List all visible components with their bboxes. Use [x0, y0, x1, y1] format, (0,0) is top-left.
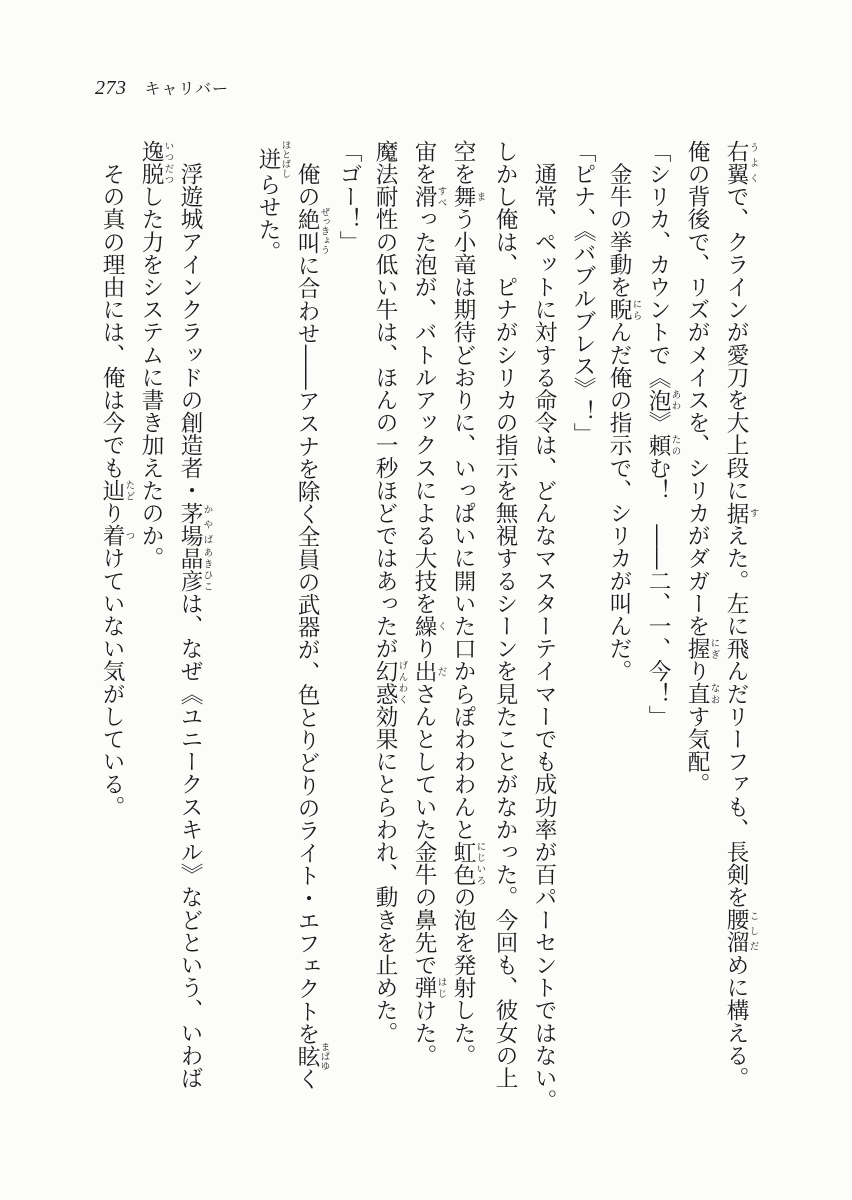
- ruby-reading: まばゆ: [318, 1042, 330, 1071]
- text-column: [641, 140, 680, 1130]
- text-run: えた。左に飛んだリーファも、長剣を: [723, 524, 749, 909]
- ruby-reading: ま: [474, 185, 486, 208]
- text-run: らせた。: [255, 172, 281, 264]
- ruby-word: [645, 388, 681, 412]
- ruby-word: [411, 185, 447, 208]
- ruby-word: [138, 140, 174, 186]
- text-run: 空を: [450, 140, 476, 186]
- ruby-reading: たの: [669, 433, 681, 457]
- ruby-reading: だ: [435, 659, 447, 683]
- ruby-base: 舞: [450, 185, 476, 208]
- ruby-reading: たど: [123, 479, 135, 502]
- ruby-reading: にぎ: [708, 637, 720, 660]
- ruby-base: 直: [684, 682, 710, 706]
- ruby-base: 弾: [411, 976, 437, 999]
- ruby-base: 迸: [255, 140, 281, 178]
- ruby-reading: すべ: [435, 185, 447, 208]
- ruby-base: 絶叫: [294, 207, 320, 255]
- ruby-word: [99, 479, 135, 502]
- text-run: 「シリカ、カウントで《: [645, 140, 671, 389]
- text-column: [524, 140, 563, 1130]
- text-run: 金牛の挙動を: [606, 140, 632, 299]
- ruby-reading: あきひこ: [201, 546, 213, 592]
- text-column: [329, 140, 368, 1130]
- ruby-word: [177, 501, 213, 547]
- text-run: す気配。: [684, 705, 710, 796]
- text-run: 「ピナ、《バブルブレス》！」: [570, 140, 596, 446]
- text-run: った泡が、バトルアックスによる大技を: [411, 207, 437, 615]
- ruby-base: 握: [684, 637, 710, 660]
- ruby-reading: いつだつ: [162, 140, 174, 186]
- text-run: 》: [645, 411, 671, 434]
- text-column: [290, 140, 329, 1130]
- text-run: 浮遊城アインクラッドの創造者・: [177, 140, 203, 502]
- vertical-text-body: [95, 140, 758, 1130]
- text-run: 俺の: [294, 140, 320, 208]
- text-run: う小竜は期待どおりに、いっぱいに開いた口からぽわわわんと: [450, 207, 476, 841]
- ruby-base: 頼: [645, 433, 671, 457]
- text-run: り: [99, 501, 125, 525]
- ruby-word: [294, 1042, 330, 1071]
- ruby-word: [723, 501, 759, 525]
- ruby-reading: つ: [123, 524, 135, 547]
- text-column: [251, 140, 290, 1130]
- text-column: [446, 140, 485, 1130]
- text-column: [719, 140, 758, 1130]
- text-column: [368, 140, 407, 1130]
- text-column: [602, 140, 641, 1130]
- text-run: の泡を発射した。: [450, 885, 476, 1067]
- ruby-word: [372, 659, 408, 706]
- ruby-base: 滑: [411, 185, 437, 208]
- ruby-reading: ぜっきょう: [318, 207, 330, 255]
- text-run: り: [684, 659, 710, 683]
- ruby-word: [606, 298, 642, 321]
- text-column: [563, 140, 602, 1130]
- text-run: その真の理由には、俺は今でも: [99, 140, 125, 479]
- page-number: 273: [95, 77, 127, 99]
- text-run: めに構える。: [723, 953, 749, 1090]
- ruby-base: 辿: [99, 479, 125, 502]
- ruby-base: 泡: [645, 388, 671, 412]
- ruby-word: [177, 546, 213, 593]
- ruby-base: 幻惑: [372, 659, 398, 706]
- ruby-base: 出: [411, 659, 437, 683]
- text-run: は、なぜ《ユニークスキル》などという、いわば: [177, 592, 203, 1090]
- text-run: さんとしていた金牛の鼻先で: [411, 682, 437, 977]
- ruby-base: 虹色: [450, 840, 476, 886]
- text-column: [680, 140, 719, 1130]
- ruby-base: 右翼: [723, 140, 749, 186]
- text-run: 通常、ペットに対する命令は、どんなマスターテイマーでも成功率が百パーセントではない。: [531, 140, 557, 1112]
- ruby-reading: げんわく: [396, 659, 408, 705]
- text-run: に合わせ――アスナを除く全員の武器が、色とりどりのライト・エフェクトを: [294, 254, 320, 1046]
- ruby-reading: く: [435, 614, 447, 638]
- text-column: [95, 140, 134, 1130]
- ruby-reading: す: [747, 501, 759, 525]
- running-header: [95, 76, 229, 102]
- ruby-word: [723, 140, 759, 186]
- ruby-base: 睨: [606, 298, 632, 321]
- ruby-word: [411, 614, 447, 638]
- ruby-reading: にら: [630, 298, 642, 321]
- ruby-word: [684, 637, 720, 660]
- ruby-word: [99, 524, 135, 547]
- ruby-base: 眩: [294, 1042, 320, 1071]
- text-column: [173, 140, 212, 1130]
- ruby-reading: ほとばし: [279, 140, 291, 178]
- text-run: で、クラインが愛刀を大上段に: [723, 185, 749, 502]
- text-run: しかし俺は、ピナがシリカの指示を無視するシーンを見たことがなかった。今回も、彼女の上: [492, 140, 518, 1090]
- ruby-base: 茅場: [177, 501, 203, 547]
- ruby-base: 逸脱: [138, 140, 164, 186]
- text-run: した力をシステムに書き加えたのか。: [138, 185, 164, 570]
- ruby-word: [411, 659, 447, 683]
- text-run: り: [411, 637, 437, 660]
- ruby-base: 繰: [411, 614, 437, 638]
- ruby-reading: にじいろ: [474, 840, 486, 886]
- text-run: く: [294, 1067, 320, 1091]
- ruby-word: [255, 140, 291, 178]
- text-run: けていない気がしている。: [99, 546, 125, 819]
- text-run: んだ俺の指示で、シリカが叫んだ。: [606, 320, 632, 683]
- text-column: [485, 140, 524, 1130]
- ruby-word: [450, 840, 486, 886]
- ruby-word: [645, 433, 681, 457]
- text-run: 俺の背後で、リズがメイスを、シリカがダガーを: [684, 140, 710, 638]
- ruby-word: [450, 185, 486, 208]
- ruby-base: 腰溜: [723, 908, 749, 954]
- ruby-word: [723, 908, 759, 954]
- text-run: む！ ――二、一、今！」: [645, 456, 671, 728]
- ruby-word: [684, 682, 720, 706]
- text-column: [407, 140, 446, 1130]
- ruby-base: 晶彦: [177, 546, 203, 593]
- text-run: 宙を: [411, 140, 437, 186]
- ruby-reading: かやば: [201, 501, 213, 547]
- ruby-reading: はじ: [435, 976, 447, 999]
- ruby-word: [411, 976, 447, 999]
- ruby-reading: こしだ: [747, 908, 759, 954]
- text-run: けた。: [411, 998, 437, 1067]
- chapter-title: キャリバー: [144, 79, 230, 98]
- text-run: 効果にとらわれ、動きを止めた。: [372, 705, 398, 1045]
- text-run: 「ゴー！」: [336, 140, 362, 253]
- ruby-reading: うよく: [747, 140, 759, 186]
- text-run: 魔法耐性の低い牛は、ほんの一秒ほどではあったが: [372, 140, 398, 660]
- text-column: [134, 140, 173, 1130]
- ruby-reading: あわ: [669, 388, 681, 412]
- ruby-base: 据: [723, 501, 749, 525]
- ruby-base: 着: [99, 524, 125, 547]
- ruby-reading: なお: [708, 682, 720, 706]
- ruby-word: [294, 207, 330, 255]
